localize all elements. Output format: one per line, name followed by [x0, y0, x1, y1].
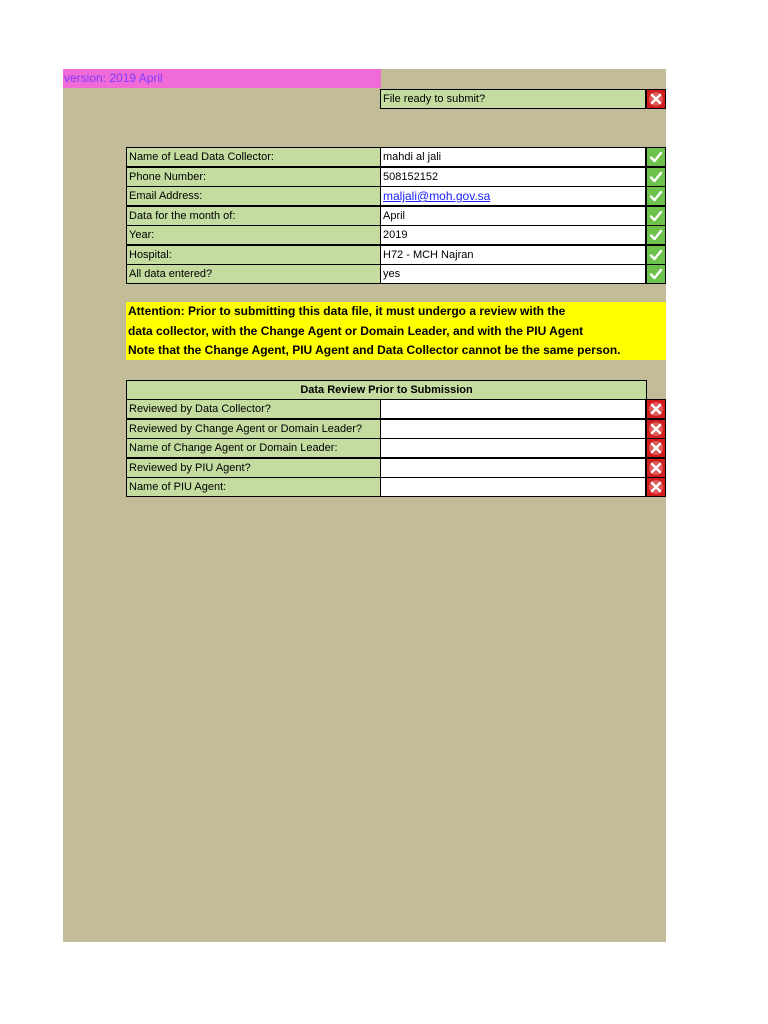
info-value-collector[interactable]: mahdi al jali: [380, 147, 646, 167]
attention-line: Attention: Prior to submitting this data file, it must undergo a review with the: [128, 304, 566, 318]
email-link[interactable]: maljali@moh.gov.sa: [383, 189, 491, 203]
check-icon: [646, 167, 666, 187]
check-icon: [646, 245, 666, 265]
cross-icon: [646, 477, 666, 497]
cross-icon: [646, 89, 666, 109]
info-label: Phone Number:: [126, 167, 381, 187]
review-value-change-agent[interactable]: [380, 419, 646, 439]
info-value-hospital[interactable]: H72 - MCH Najran: [380, 245, 646, 265]
check-icon: [646, 147, 666, 167]
review-table-header: Data Review Prior to Submission: [126, 380, 647, 400]
version-label: version: 2019 April: [63, 69, 381, 88]
check-icon: [646, 264, 666, 284]
info-value-email[interactable]: [380, 186, 646, 206]
review-value-piu-agent-name[interactable]: [380, 477, 646, 497]
review-label: Reviewed by PIU Agent?: [126, 458, 381, 478]
check-icon: [646, 206, 666, 226]
cross-icon: [646, 419, 666, 439]
info-value-year[interactable]: 2019: [380, 225, 646, 245]
attention-notice: [126, 302, 666, 360]
cross-icon: [646, 458, 666, 478]
info-value-month[interactable]: April: [380, 206, 646, 226]
attention-line: data collector, with the Change Agent or Domain Leader, and with the PIU Agent: [128, 323, 584, 338]
info-label: Year:: [126, 225, 381, 245]
review-value-change-agent-name[interactable]: [380, 438, 646, 458]
review-label: Name of PIU Agent:: [126, 477, 381, 497]
review-value-piu-agent[interactable]: [380, 458, 646, 478]
info-value-all-data[interactable]: yes: [380, 264, 646, 284]
info-label: Name of Lead Data Collector:: [126, 147, 381, 167]
info-value-phone[interactable]: 508152152: [380, 167, 646, 187]
review-value-data-collector[interactable]: [380, 399, 646, 419]
cross-icon: [646, 438, 666, 458]
review-label: Reviewed by Change Agent or Domain Leader?: [126, 419, 381, 439]
cross-icon: [646, 399, 666, 419]
info-label: All data entered?: [126, 264, 381, 284]
review-label: Reviewed by Data Collector?: [126, 399, 381, 419]
info-label: Data for the month of:: [126, 206, 381, 226]
info-label: Email Address:: [126, 186, 381, 206]
check-icon: [646, 225, 666, 245]
review-label: Name of Change Agent or Domain Leader:: [126, 438, 381, 458]
file-ready-label: File ready to submit?: [380, 89, 646, 109]
attention-line: Note that the Change Agent, PIU Agent and Data Collector cannot be the same person.: [128, 343, 621, 357]
check-icon: [646, 186, 666, 206]
info-label: Hospital:: [126, 245, 381, 265]
